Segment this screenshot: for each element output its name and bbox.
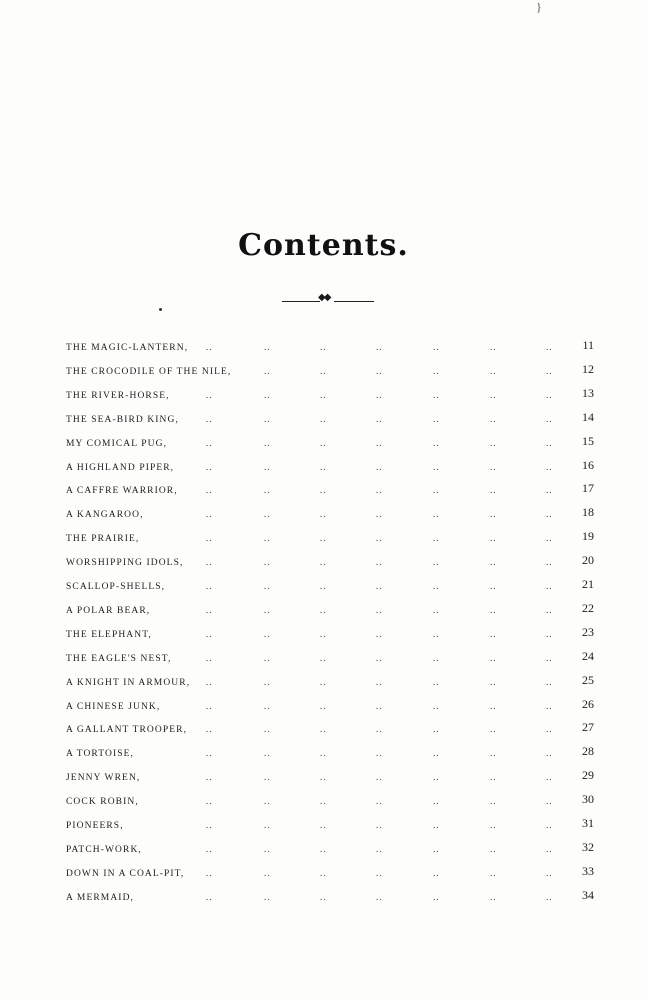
toc-entry-title: THE MAGIC-LANTERN, xyxy=(66,343,189,353)
toc-entry xyxy=(66,548,594,568)
toc-entry-page-number: 12 xyxy=(582,361,594,376)
leader-dots: .. xyxy=(433,413,440,424)
leader-dots: .. xyxy=(546,628,553,639)
leader-dots: .. xyxy=(376,342,383,352)
leader-dots: .. xyxy=(546,509,553,520)
leader-dots: .. xyxy=(433,652,440,663)
leader-dots: .. xyxy=(264,796,271,807)
leader-dots: .. xyxy=(206,509,213,520)
leader-dots: .. xyxy=(546,342,553,352)
leader-dots: .. xyxy=(490,461,497,472)
leader-dots: .. xyxy=(490,891,497,902)
leader-dots: .. xyxy=(546,748,553,759)
toc-entry-page-number: 17 xyxy=(582,481,594,496)
leader-dots: .. xyxy=(546,413,553,424)
leader-dots: .. xyxy=(490,676,497,687)
leader-dots: .. xyxy=(433,437,440,448)
leader-dots: .. xyxy=(546,724,553,735)
leader-dots: .. xyxy=(546,365,553,376)
toc-entry-page-number: 19 xyxy=(582,529,594,544)
leader-dots: .. xyxy=(206,461,213,472)
leader-dots: .. xyxy=(546,867,553,878)
toc-entry xyxy=(66,763,594,783)
toc-entry-title: THE CROCODILE OF THE NILE, xyxy=(66,366,232,377)
leader-dots: .. xyxy=(376,604,383,615)
leader-dots: .. xyxy=(546,652,553,663)
toc-entry xyxy=(66,405,594,425)
leader-dots: .. xyxy=(376,557,383,568)
toc-entry-page-number: 21 xyxy=(582,577,594,591)
toc-entry-page-number: 23 xyxy=(582,624,594,639)
toc-entry-title: SCALLOP-SHELLS, xyxy=(66,582,166,592)
toc-entry-title: A TORTOISE, xyxy=(66,749,135,760)
leader-dots: .. xyxy=(320,628,327,639)
toc-entry-title: COCK ROBIN, xyxy=(66,797,139,808)
toc-entry-page-number: 26 xyxy=(582,696,594,711)
toc-entry-title: A GALLANT TROOPER, xyxy=(66,725,188,736)
leader-dots: .. xyxy=(376,581,383,591)
leader-dots: .. xyxy=(376,867,383,878)
leader-dots: .. xyxy=(433,891,440,902)
toc-entry xyxy=(66,620,594,640)
leader-dots: .. xyxy=(264,628,271,639)
toc-entry-page-number: 28 xyxy=(582,744,594,759)
leader-dots: .. xyxy=(546,891,553,902)
leader-dots: .. xyxy=(490,557,497,568)
leader-dots: .. xyxy=(206,891,213,902)
leader-dots: .. xyxy=(490,796,497,807)
leader-dots: .. xyxy=(206,437,213,448)
leader-dots: .. xyxy=(433,389,440,400)
leader-dots: .. xyxy=(490,772,497,783)
leader-dots: .. xyxy=(490,604,497,615)
leader-dots: .. xyxy=(433,485,440,496)
leader-dots: .. xyxy=(433,581,440,591)
toc-entry-page-number: 22 xyxy=(582,600,594,615)
leader-dots: .. xyxy=(264,461,271,472)
toc-entry-page-number: 32 xyxy=(582,839,594,854)
leader-dots: .. xyxy=(320,724,327,735)
leader-dots: .. xyxy=(433,867,440,878)
leader-dots: .. xyxy=(490,509,497,520)
toc-entry-page-number: 20 xyxy=(582,553,594,568)
leader-dots: .. xyxy=(490,820,497,830)
leader-dots: .. xyxy=(376,437,383,448)
leader-dots: .. xyxy=(264,891,271,902)
leader-dots: .. xyxy=(320,748,327,759)
leader-dots: .. xyxy=(433,820,440,830)
ornament-diamonds-icon: ◆◆ xyxy=(318,292,330,303)
leader-dots: .. xyxy=(490,437,497,448)
toc-entry-page-number: 34 xyxy=(582,887,594,902)
leader-dots: .. xyxy=(490,485,497,496)
leader-dots: .. xyxy=(320,652,327,663)
toc-entry-page-number: 25 xyxy=(582,672,594,687)
leader-dots: .. xyxy=(433,604,440,615)
leader-dots: .. xyxy=(376,389,383,400)
toc-entry xyxy=(66,715,594,735)
toc-entry xyxy=(66,859,594,879)
toc-entry xyxy=(66,787,594,807)
toc-entry-title: MY COMICAL PUG, xyxy=(66,438,168,449)
toc-entry xyxy=(66,500,594,520)
leader-dots: .. xyxy=(320,365,327,376)
leader-dots: .. xyxy=(433,700,440,711)
leader-dots: .. xyxy=(546,389,553,400)
leader-dots: .. xyxy=(490,724,497,735)
leader-dots: .. xyxy=(490,867,497,878)
toc-entry-page-number: 24 xyxy=(582,648,594,663)
toc-entry xyxy=(66,357,594,377)
leader-dots: .. xyxy=(264,413,271,424)
leader-dots: .. xyxy=(264,843,271,854)
toc-entry-page-number: 29 xyxy=(582,768,594,783)
leader-dots: .. xyxy=(206,796,213,807)
leader-dots: .. xyxy=(206,557,213,568)
leader-dots: .. xyxy=(264,557,271,568)
leader-dots: .. xyxy=(206,604,213,615)
toc-entry xyxy=(66,476,594,496)
leader-dots: .. xyxy=(264,389,271,400)
toc-entry-title: PIONEERS, xyxy=(66,821,124,831)
toc-entry xyxy=(66,572,594,592)
toc-entry-title: WORSHIPPING IDOLS, xyxy=(66,558,184,569)
toc-entry-title: THE EAGLE'S NEST, xyxy=(66,653,172,664)
leader-dots: .. xyxy=(264,700,271,711)
corner-mark: } xyxy=(536,0,542,14)
leader-dots: .. xyxy=(264,820,271,830)
leader-dots: .. xyxy=(546,772,553,783)
leader-dots: .. xyxy=(490,389,497,400)
leader-dots: .. xyxy=(264,748,271,759)
leader-dots: .. xyxy=(320,604,327,615)
leader-dots: .. xyxy=(264,509,271,520)
toc-entry-page-number: 18 xyxy=(582,505,594,520)
leader-dots: .. xyxy=(320,772,327,783)
leader-dots: .. xyxy=(376,843,383,854)
leader-dots: .. xyxy=(320,867,327,878)
toc-entry-title: PATCH-WORK, xyxy=(66,844,142,855)
toc-entry-title: A KNIGHT IN ARMOUR, xyxy=(66,677,191,688)
leader-dots: .. xyxy=(490,413,497,424)
leader-dots: .. xyxy=(320,509,327,520)
leader-dots: .. xyxy=(206,700,213,711)
leader-dots: .. xyxy=(376,509,383,520)
leader-dots: .. xyxy=(206,485,213,496)
leader-dots: .. xyxy=(206,533,213,544)
leader-dots: .. xyxy=(376,461,383,472)
toc-entry-title: JENNY WREN, xyxy=(66,773,141,784)
leader-dots: .. xyxy=(376,533,383,544)
leader-dots: .. xyxy=(546,676,553,687)
toc-entry-title: DOWN IN A COAL-PIT, xyxy=(66,868,185,879)
leader-dots: .. xyxy=(320,461,327,472)
leader-dots: .. xyxy=(376,485,383,496)
leader-dots: .. xyxy=(320,700,327,711)
toc-entry xyxy=(66,644,594,664)
leader-dots: .. xyxy=(433,724,440,735)
leader-dots: .. xyxy=(376,748,383,759)
toc-entry xyxy=(66,333,594,353)
toc-entry-title: A KANGAROO, xyxy=(66,510,144,521)
leader-dots: .. xyxy=(433,628,440,639)
leader-dots: .. xyxy=(490,700,497,711)
leader-dots: .. xyxy=(546,796,553,807)
leader-dots: .. xyxy=(433,843,440,854)
leader-dots: .. xyxy=(264,676,271,687)
toc-entry-title: THE PRAIRIE, xyxy=(66,534,140,545)
leader-dots: .. xyxy=(490,365,497,376)
leader-dots: .. xyxy=(206,676,213,687)
leader-dots: .. xyxy=(433,772,440,783)
leader-dots: .. xyxy=(490,533,497,544)
leader-dots: .. xyxy=(320,843,327,854)
leader-dots: .. xyxy=(546,604,553,615)
leader-dots: .. xyxy=(490,652,497,663)
toc-entry-page-number: 11 xyxy=(582,338,594,352)
toc-entry-title: THE RIVER-HORSE, xyxy=(66,390,170,401)
leader-dots: .. xyxy=(546,700,553,711)
toc-entry-title: THE SEA-BIRD KING, xyxy=(66,414,179,425)
toc-entry xyxy=(66,835,594,855)
toc-entry xyxy=(66,524,594,544)
toc-entry-title: THE ELEPHANT, xyxy=(66,629,152,640)
toc-entry xyxy=(66,668,594,688)
leader-dots: .. xyxy=(433,509,440,520)
leader-dots: .. xyxy=(320,342,327,352)
leader-dots: .. xyxy=(376,891,383,902)
leader-dots: .. xyxy=(320,533,327,544)
leader-dots: .. xyxy=(433,342,440,352)
leader-dots: .. xyxy=(320,485,327,496)
leader-dots: .. xyxy=(206,748,213,759)
leader-dots: .. xyxy=(376,413,383,424)
leader-dots: .. xyxy=(490,581,497,591)
leader-dots: .. xyxy=(546,485,553,496)
toc-entry-title: A CAFFRE WARRIOR, xyxy=(66,486,178,497)
leader-dots: .. xyxy=(206,724,213,735)
leader-dots: .. xyxy=(546,843,553,854)
leader-dots: .. xyxy=(206,628,213,639)
leader-dots: .. xyxy=(490,342,497,352)
leader-dots: .. xyxy=(320,413,327,424)
toc-entry-title: A MERMAID, xyxy=(66,892,135,903)
leader-dots: .. xyxy=(320,557,327,568)
leader-dots: .. xyxy=(206,772,213,783)
toc-entry xyxy=(66,811,594,831)
toc-entry-page-number: 16 xyxy=(582,457,594,472)
leader-dots: .. xyxy=(264,724,271,735)
toc-entry-page-number: 13 xyxy=(582,385,594,400)
leader-dots: .. xyxy=(320,437,327,448)
toc-entry-page-number: 30 xyxy=(582,792,594,807)
leader-dots: .. xyxy=(264,485,271,496)
toc-entry xyxy=(66,381,594,401)
toc-entry xyxy=(66,739,594,759)
leader-dots: .. xyxy=(433,676,440,687)
toc-entry-title: A CHINESE JUNK, xyxy=(66,701,161,712)
leader-dots: .. xyxy=(546,437,553,448)
toc-entry-page-number: 15 xyxy=(582,433,594,448)
leader-dots: .. xyxy=(206,581,213,591)
leader-dots: .. xyxy=(433,533,440,544)
leader-dots: .. xyxy=(376,700,383,711)
leader-dots: .. xyxy=(376,365,383,376)
leader-dots: .. xyxy=(206,867,213,878)
leader-dots: .. xyxy=(264,867,271,878)
toc-entry-page-number: 14 xyxy=(582,409,594,424)
leader-dots: .. xyxy=(376,652,383,663)
leader-dots: .. xyxy=(264,365,271,376)
toc-entry xyxy=(66,692,594,712)
leader-dots: .. xyxy=(320,676,327,687)
leader-dots: .. xyxy=(206,843,213,854)
leader-dots: .. xyxy=(376,676,383,687)
leader-dots: .. xyxy=(433,748,440,759)
leader-dots: .. xyxy=(376,796,383,807)
leader-dots: .. xyxy=(546,557,553,568)
toc-entry xyxy=(66,596,594,616)
leader-dots: .. xyxy=(546,533,553,544)
leader-dots: .. xyxy=(546,461,553,472)
leader-dots: .. xyxy=(264,581,271,591)
leader-dots: .. xyxy=(264,342,271,352)
leader-dots: .. xyxy=(206,820,213,830)
leader-dots: .. xyxy=(376,820,383,830)
leader-dots: .. xyxy=(376,628,383,639)
leader-dots: .. xyxy=(433,461,440,472)
leader-dots: .. xyxy=(264,772,271,783)
leader-dots: .. xyxy=(264,652,271,663)
leader-dots: .. xyxy=(546,581,553,591)
leader-dots: .. xyxy=(433,796,440,807)
leader-dots: .. xyxy=(320,581,327,591)
leader-dots: .. xyxy=(320,389,327,400)
leader-dots: .. xyxy=(546,820,553,830)
leader-dots: .. xyxy=(376,772,383,783)
leader-dots: .. xyxy=(433,365,440,376)
toc-entry-title: A POLAR BEAR, xyxy=(66,605,151,616)
toc-entry-title: A HIGHLAND PIPER, xyxy=(66,462,175,473)
leader-dots: .. xyxy=(490,748,497,759)
leader-dots: .. xyxy=(206,413,213,424)
leader-dots: .. xyxy=(206,342,213,352)
leader-dots: .. xyxy=(264,533,271,544)
toc-entry xyxy=(66,883,594,903)
leader-dots: .. xyxy=(320,820,327,830)
leader-dots: .. xyxy=(490,628,497,639)
toc-entry-page-number: 27 xyxy=(582,720,594,735)
toc-entry-page-number: 33 xyxy=(582,863,594,878)
leader-dots: .. xyxy=(320,796,327,807)
toc-entry xyxy=(66,429,594,449)
leader-dots: .. xyxy=(264,437,271,448)
toc-entry-page-number: 31 xyxy=(582,816,594,830)
toc-entry xyxy=(66,453,594,473)
leader-dots: .. xyxy=(206,389,213,400)
leader-dots: .. xyxy=(433,557,440,568)
page-title-text: Contents. xyxy=(238,228,409,263)
leader-dots: .. xyxy=(264,604,271,615)
leader-dots: .. xyxy=(320,891,327,902)
leader-dots: .. xyxy=(206,652,213,663)
leader-dots: .. xyxy=(376,724,383,735)
leader-dots: .. xyxy=(490,843,497,854)
